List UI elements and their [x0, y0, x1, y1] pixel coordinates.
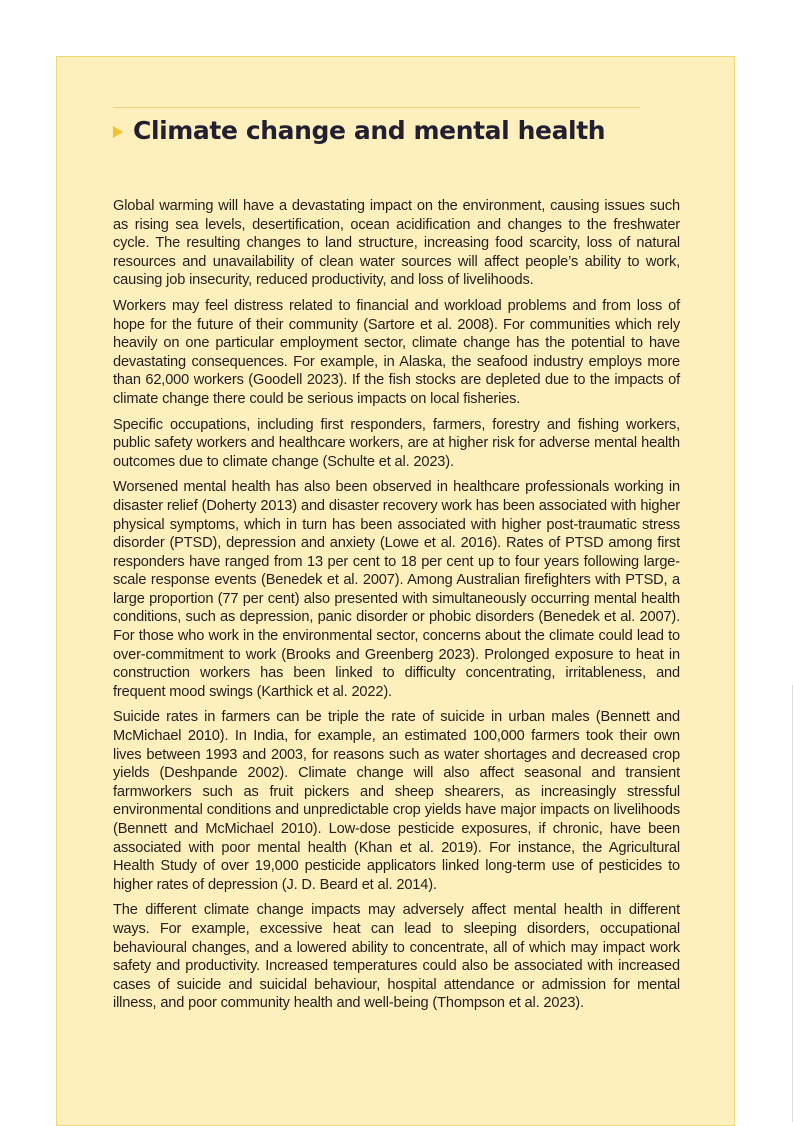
section-title: Climate change and mental health [133, 116, 606, 145]
paragraph: Suicide rates in farmers can be triple the rate of suicide in urban males (Bennett and McMichael 2010). In India, for example, an estimated 100,000 farmers took their own lives between 1993 and 2003, for reasons such as water shortages and decreased crop yields (Deshpande 2002). Climate change will also affect seasonal and transient farmworkers such as fruit pickers and sheep shearers, as increasingly stressful environmental conditions and unpredictable crop yields have major impacts on livelihoods (Bennett and McMichael 2010). Low-dose pesticide exposures, if chronic, have been associated with poor mental health (Khan et al. 2019). For instance, the Agricultural Health Study of over 19,000 pesticide applicators linked long-term use of pesticides to higher rates of depression (J. D. Beard et al. 2014). [113, 709, 680, 893]
triangle-bullet-icon [113, 126, 123, 138]
paragraph: Global warming will have a devastating impact on the environment, causing issues such as rising sea levels, desertification, ocean acidification and changes to the freshwater cycle. The resulting changes to land structure, increasing food scarcity, loss of natural resources and unavailability of clean water sources will affect people’s ability to work, causing job insecurity, reduced productivity, and loss of livelihoods. [113, 198, 680, 289]
paragraph: Workers may feel distress related to financial and workload problems and from loss of hope for the future of their community (Sartore et al. 2008). For communities which rely heavily on one particular employment sector, climate change has the potential to have devastating consequences. For example, in Alaska, the seafood industry employs more than 62,000 workers (Goodell 2023). If the fish stocks are depleted due to the impacts of climate change there could be serious impacts on local fisheries. [113, 297, 680, 407]
paragraph: Worsened mental health has also been observed in healthcare professionals working in disaster relief (Doherty 2013) and disaster recovery work has been associated with higher physical symptoms, which in turn has been associated with higher post-traumatic stress disorder (PTSD), depression and anxiety (Lowe et al. 2016). Rates of PTSD among first responders have ranged from 13 per cent to 18 per cent up to four years following large-scale response events (Benedek et al. 2007). Among Australian firefighters with PTSD, a large proportion (77 per cent) also presented with simultaneously occurring mental health conditions, such as depression, panic disorder or phobic disorders (Benedek et al. 2007). For those who work in the environmental sector, concerns about the climate could lead to over-commitment to work (Brooks and Greenberg 2023). Prolonged exposure to heat in construction workers has been linked to difficulty concentrating, irritableness, and frequent mood swings (Karthick et al. 2022). [113, 479, 680, 700]
title-rule [113, 107, 640, 108]
paragraph: Specific occupations, including first responders, farmers, forestry and fishing workers, public safety workers and healthcare workers, are at higher risk for adverse mental health outcomes due to climate change (Schulte et al. 2023). [113, 416, 680, 470]
paragraph: The different climate change impacts may adversely affect mental health in different ways. For example, excessive heat can lead to sleeping disorders, occupational behavioural changes, and a lowered ability to concentrate, all of which may impact work safety and productivity. Increased temperatures could also be associated with increased cases of suicide and suicidal behaviour, hospital attendance or admission for mental illness, and poor community health and well-being (Thompson et al. 2023). [113, 902, 680, 1012]
section-body [113, 197, 680, 1020]
section-header [113, 113, 673, 149]
